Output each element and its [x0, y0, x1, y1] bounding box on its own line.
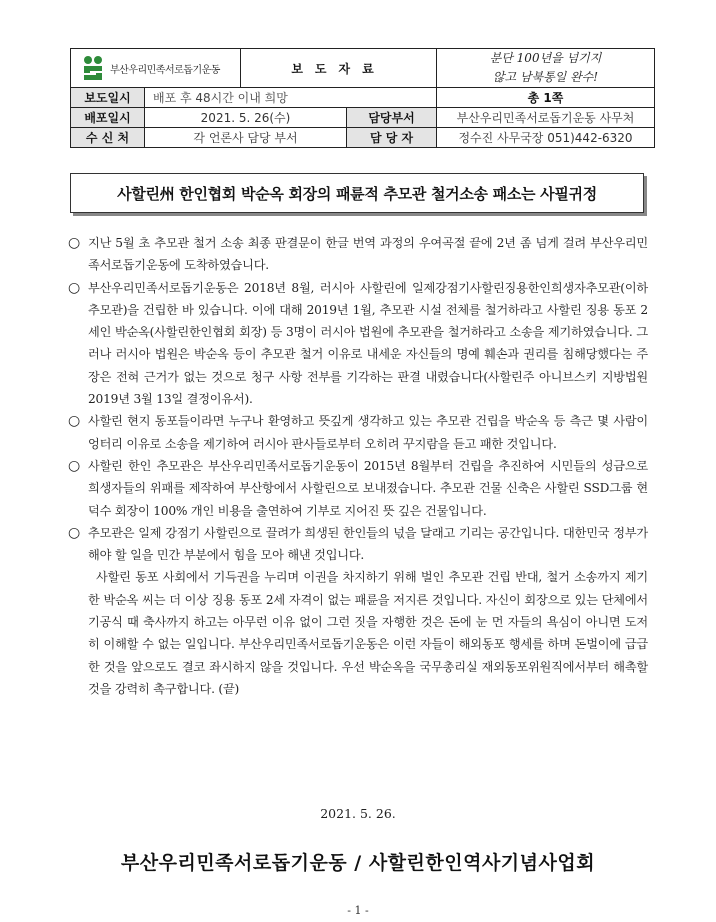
contact-label: 담 당 자 — [347, 128, 437, 148]
headline-text: 사할린州 한인협회 박순옥 회장의 패륜적 추모관 철거소송 패소는 사필귀정 — [117, 184, 597, 203]
department-label: 담당부서 — [347, 108, 437, 128]
closing-paragraph: 사할린 동포 사회에서 기득권을 누리며 이권을 차지하기 위해 벌인 추모관 건립 반대, 철거 소송까지 제기한 박순옥 씨는 더 이상 징용 동포 2세 자격이 없는 패륜을 저지른 것입니다. 자신이 회장으로 있는 단체에서 기공식 때 축사까지 하고는 아무런 이유 없이 그런 짓을 자행한 것은 돈에 눈 먼 자들의 욕심이 아니면 도저히 이해할 수 없는 일입니다. 부산우리민족서로돕기운동은 이런 자들이 해외동포 행세를 하며 돈벌이에 급급한 것을 앞으로도 결코 좌시하지 않을 것입니다. 우선 박순옥을 국무총리실 재외동포위원직에서부터 해촉할 것을 강력히 촉구합니다. (끝) — [88, 570, 648, 696]
report-date-label: 보도일시 — [71, 88, 145, 108]
slogan-line-2: 않고 남북통일 완수! — [492, 70, 599, 84]
recipient-label: 수 신 처 — [71, 128, 145, 148]
paragraph-text: 지난 5월 초 추모관 철거 소송 최종 판결문이 한글 번역 과정의 우여곡절 끝에 2년 좀 넘게 걸려 부산우리민족서로돕기운동에 도착하였습니다. — [88, 236, 648, 273]
total-pages: 총 1쪽 — [437, 88, 655, 108]
department-value: 부산우리민족서로돕기운동 사무처 — [437, 108, 655, 128]
paragraph-text: 추모관은 일제 강점기 사할린으로 끌려가 희생된 한인들의 넋을 달래고 기리는 공간입니다. 대한민국 정부가 해야 할 일을 민간 부분에서 힘을 모아 해낸 것입니다. — [88, 525, 648, 563]
page-number: - 1 - — [347, 904, 369, 917]
press-release-header — [70, 48, 655, 148]
bullet-circle-icon: ○ — [68, 279, 81, 296]
logo-cell — [71, 49, 241, 88]
paragraph-5 — [68, 522, 648, 567]
paragraph-2 — [68, 277, 648, 411]
release-date: 2021. 5. 26. — [320, 806, 396, 821]
contact-value: 정수진 사무국장 051)442-6320 — [437, 128, 655, 148]
paragraph-text: 부산우리민족서로돕기운동은 2018년 8월, 러시아 사할린에 일제강점기사할린징용한인희생자추모관(이하 추모관)을 건립한 바 있습니다. 이에 대해 2019년 1월, 추모관 시설 전체를 철거하라고 사할린 징용 동포 2세인 박순옥(사할린한인협회 회장) 등 3명이 러시아 법원에 추모관을 철거하라고 소송을 제기하였습니다. 그러나 러시아 법원은 박순옥 등이 추모관 철거 이유로 내세운 자신들의 명예 훼손과 권리를 침해당했다는 주장은 전혀 근거가 없는 것으로 청구 사항 전부를 기각하는 판결 내렸습니다(사할린주 아니브스키 지방법원 2019년 3월 13일 결정이유서). — [88, 280, 648, 407]
paragraph-1 — [68, 232, 648, 277]
bullet-circle-icon: ○ — [68, 413, 81, 430]
organization-logo-icon — [81, 55, 105, 81]
distribution-date-label: 배포일시 — [71, 108, 145, 128]
slogan — [437, 49, 655, 88]
headline — [70, 173, 644, 213]
paragraph-text: 사할린 현지 동포들이라면 누구나 환영하고 뜻깊게 생각하고 있는 추모관 건립을 박순옥 등 측근 몇 사람이 엉터리 이유로 소송을 제기하여 러시아 판사들로부터 오히려 꾸지람을 듣고 패한 것입니다. — [88, 414, 648, 451]
recipient-value: 각 언론사 담당 부서 — [145, 128, 347, 148]
bullet-circle-icon: ○ — [68, 524, 81, 541]
paragraph-3 — [68, 410, 648, 455]
body-text — [68, 232, 648, 700]
paragraph-text: 사할린 한인 추모관은 부산우리민족서로돕기운동이 2015년 8월부터 건립을 추진하여 시민들의 성금으로 희생자들의 위패를 제작하여 부산항에서 사할린으로 보내졌습니다. 추모관 건물 신축은 사할린 SSD그룹 현덕수 회장이 100% 개인 비용을 출연하여 기부로 지어진 뜻 깊은 건물입니다. — [88, 458, 648, 518]
report-date-value: 배포 후 48시간 이내 희망 — [145, 88, 437, 108]
document-title: 보도자료 — [241, 49, 437, 88]
slogan-line-1: 분단 100년을 넘기지 — [489, 51, 602, 65]
distribution-date-value: 2021. 5. 26(수) — [145, 108, 347, 128]
paragraph-4 — [68, 455, 648, 522]
bullet-circle-icon: ○ — [68, 235, 81, 251]
issuing-organizations: 부산우리민족서로돕기운동 / 사할린한인역사기념사업회 — [120, 852, 596, 874]
logo-text: 부산우리민족서로돕기운동 — [110, 64, 220, 76]
bullet-circle-icon: ○ — [68, 457, 81, 474]
